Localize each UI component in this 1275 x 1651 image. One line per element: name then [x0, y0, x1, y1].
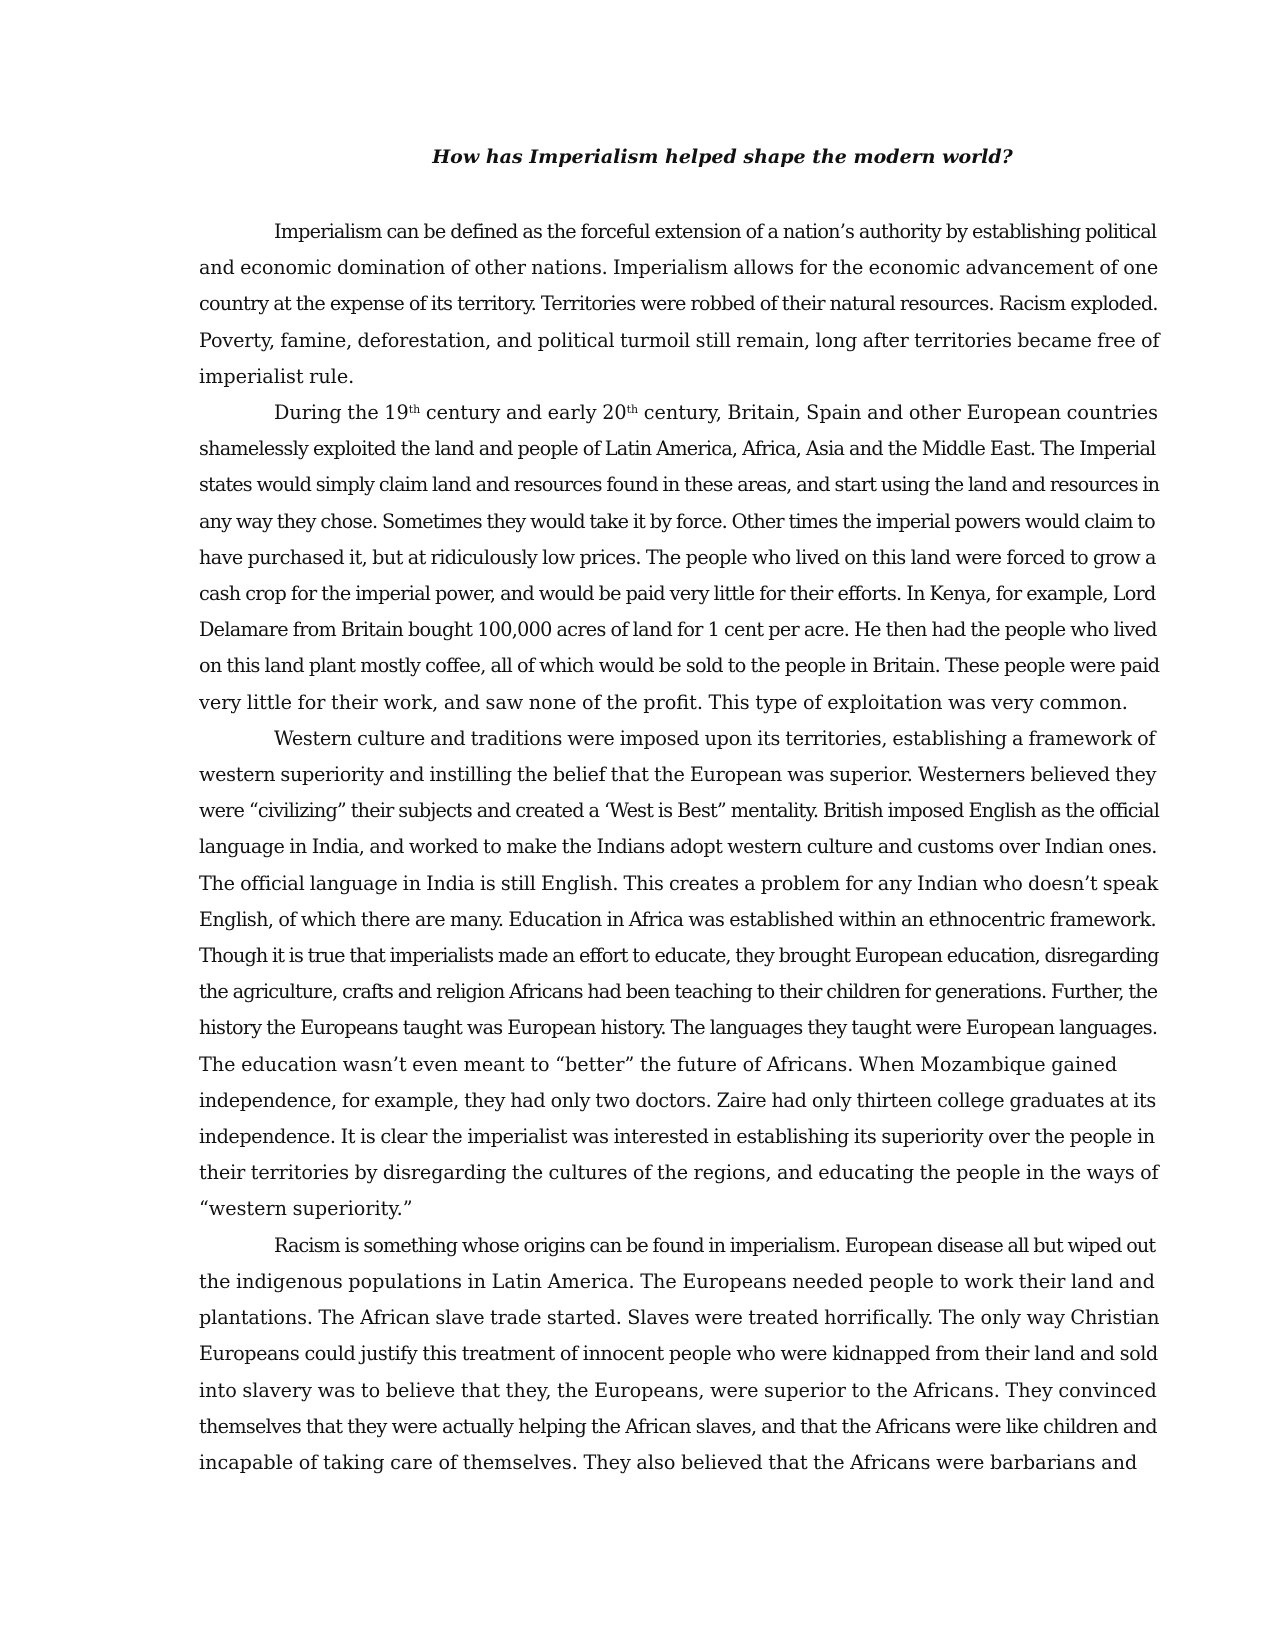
text-line: history the Europeans taught was European history. The languages they taught were European languages. [199, 1016, 1158, 1040]
text-line: independence, for example, they had only two doctors. Zaire had only thirteen college graduates at its [199, 1088, 1156, 1112]
text-line: themselves that they were actually helping the African slaves, and that the Africans were like children and [199, 1414, 1157, 1438]
ordinal-suffix: th [626, 403, 639, 417]
text-segment: century and early 20 [420, 401, 627, 425]
paragraph-culture [199, 721, 1159, 1228]
text-segment: During the 19 [274, 401, 409, 425]
text-line: cash crop for the imperial power, and would be paid very little for their efforts. In Kenya, for example, Lord [199, 582, 1156, 606]
text-line: their territories by disregarding the cultures of the regions, and educating the people in the ways of [199, 1161, 1159, 1185]
text-line: Racism is something whose origins can be found in imperialism. European disease all but wiped out [274, 1233, 1156, 1257]
paragraph-exploitation [199, 395, 1159, 721]
text-line: “western superiority.” [199, 1197, 413, 1221]
text-line: into slavery was to believe that they, the Europeans, were superior to the Africans. They convinced [199, 1378, 1157, 1402]
text-line: plantations. The African slave trade started. Slaves were treated horrifically. The only way Christian [199, 1306, 1160, 1330]
text-line: imperialist rule. [199, 364, 355, 388]
text-line: incapable of taking care of themselves. They also believed that the Africans were barbarians and [199, 1450, 1138, 1474]
text-line: were “civilizing” their subjects and created a ‘West is Best” mentality. British imposed English as the official [199, 799, 1160, 823]
paragraph-racism [199, 1228, 1159, 1481]
text-line: western superiority and instilling the belief that the European was superior. Westerners believed they [199, 763, 1157, 787]
text-line: and economic domination of other nations. Imperialism allows for the economic advancement of one [199, 256, 1159, 280]
text-line: country at the expense of its territory. Territories were robbed of their natural resources. Racism exploded. [199, 292, 1158, 316]
text-line: language in India, and worked to make the Indians adopt western culture and customs over Indian ones. [199, 835, 1157, 859]
text-line: have purchased it, but at ridiculously low prices. The people who lived on this land were forced to grow a [199, 545, 1156, 569]
text-line: Western culture and traditions were imposed upon its territories, establishing a framework of [274, 726, 1156, 750]
paragraph-definition [199, 214, 1159, 395]
text-line: Though it is true that imperialists made an effort to educate, they brought European education, disregarding [199, 944, 1159, 968]
text-line: very little for their work, and saw none of the profit. This type of exploitation was very common. [199, 690, 1128, 714]
ordinal-suffix: th [408, 403, 421, 417]
essay-body [199, 214, 1159, 1481]
essay-title: How has Imperialism helped shape the modern world? [432, 146, 1013, 168]
text-line: on this land plant mostly coffee, all of which would be sold to the people in Britain. These people were paid [199, 654, 1160, 678]
text-line: states would simply claim land and resources found in these areas, and start using the land and resources in [199, 473, 1160, 497]
text-line [199, 395, 1159, 431]
text-segment: century, Britain, Spain and other European countries [638, 401, 1158, 425]
text-line: Imperialism can be defined as the forceful extension of a nation’s authority by establishing political [274, 220, 1157, 243]
text-line: the indigenous populations in Latin America. The Europeans needed people to work their land and [199, 1269, 1155, 1293]
text-line: The official language in India is still English. This creates a problem for any Indian who doesn’t speak [199, 871, 1159, 895]
text-line: The education wasn’t even meant to “better” the future of Africans. When Mozambique gained [199, 1052, 1118, 1076]
text-line: shamelessly exploited the land and people of Latin America, Africa, Asia and the Middle East. The Imperial [199, 437, 1156, 461]
text-line: Europeans could justify this treatment of innocent people who were kidnapped from their land and sold [199, 1342, 1158, 1366]
text-line: Delamare from Britain bought 100,000 acres of land for 1 cent per acre. He then had the people who lived [199, 618, 1157, 642]
text-line: Poverty, famine, deforestation, and political turmoil still remain, long after territories became free of [199, 328, 1160, 352]
text-line: any way they chose. Sometimes they would take it by force. Other times the imperial powers would claim to [199, 509, 1155, 533]
text-line: the agriculture, crafts and religion Africans had been teaching to their children for generations. Further, the [199, 980, 1158, 1004]
text-line: English, of which there are many. Education in Africa was established within an ethnocentric framework. [199, 907, 1157, 931]
text-line: independence. It is clear the imperialist was interested in establishing its superiority over the people in [199, 1125, 1155, 1149]
